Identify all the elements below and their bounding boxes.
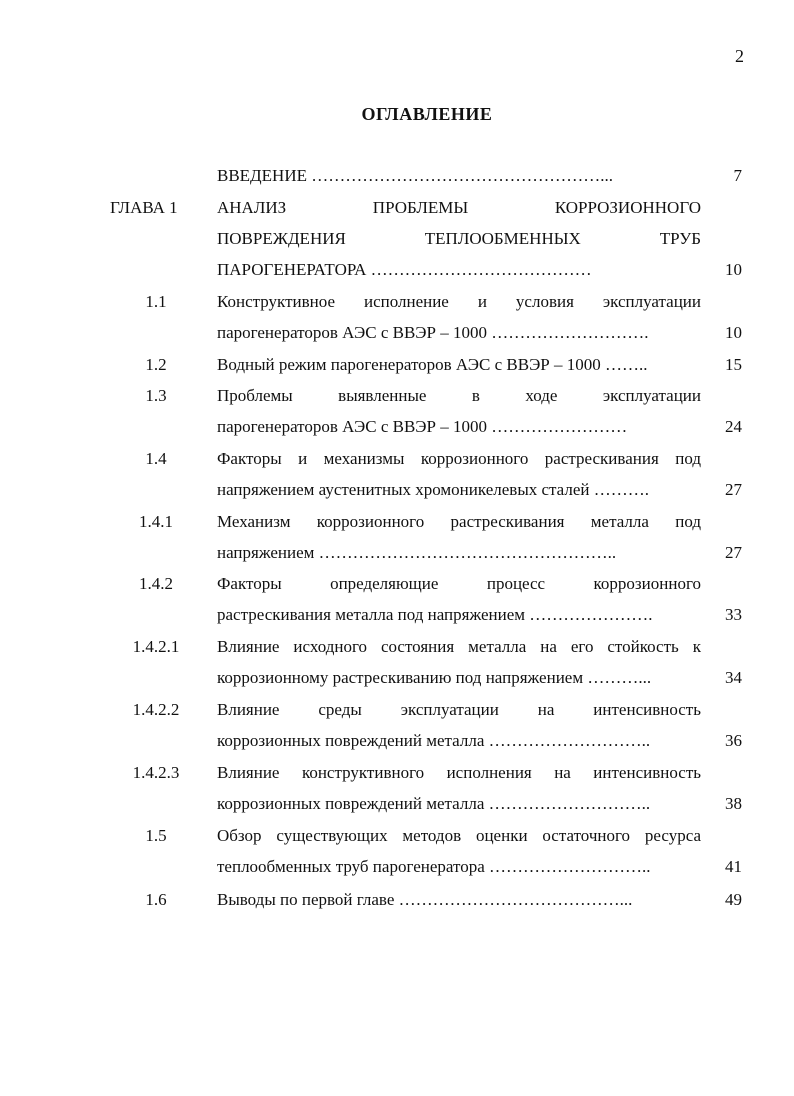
toc-entry-text: коррозионных повреждений металла ………………………..	[217, 731, 651, 750]
toc-title: ОГЛАВЛЕНИЕ	[361, 104, 493, 124]
toc-entry-page: 10	[725, 323, 742, 342]
toc-entry-page: 10	[725, 260, 742, 279]
toc-entry-text: Проблемы выявленные в ходе эксплуатации	[217, 386, 701, 405]
toc-entry-page: 27	[725, 543, 742, 562]
toc-entry-number: 1.4.2.3	[132, 763, 180, 782]
toc-entry-text: напряжением аустенитных хромоникелевых сталей ……….	[217, 480, 649, 499]
toc-entry-number: 1.1	[145, 292, 167, 311]
toc-entry-page: 24	[725, 417, 742, 436]
toc-entry-text: Влияние конструктивного исполнения на интенсивность	[217, 763, 701, 782]
toc-entry-number: 1.4.2.1	[132, 637, 180, 656]
toc-entry-text: Факторы и механизмы коррозионного растрескивания под	[217, 449, 701, 468]
toc-entry-number: 1.5	[145, 826, 167, 845]
toc-entry-page: 49	[725, 890, 742, 909]
toc-entry-text: Конструктивное исполнение и условия эксплуатации	[217, 292, 701, 311]
toc-entry-text: парогенераторов АЭС с ВВЭР – 1000 ……………………….	[217, 323, 649, 342]
toc-entry-text: теплообменных труб парогенератора ………………………..	[217, 857, 651, 876]
toc-entry-page: 15	[725, 355, 742, 374]
toc-entry-number: ГЛАВА 1	[110, 198, 178, 217]
toc-entry-number: 1.4.2.2	[132, 700, 180, 719]
toc-entry-page: 36	[725, 731, 742, 750]
toc-entry-text: ПОВРЕЖДЕНИЯ ТЕПЛООБМЕННЫХ ТРУБ	[217, 229, 701, 248]
toc-entry-number: 1.4	[145, 449, 167, 468]
toc-entry-text: Выводы по первой главе …………………………………...	[217, 890, 633, 909]
toc-entry-text: коррозионному растрескиванию под напряжением ………...	[217, 668, 652, 687]
toc-entry-number: 1.4.1	[139, 512, 173, 531]
toc-entry-page: 34	[725, 668, 742, 687]
toc-entry-text: коррозионных повреждений металла ………………………..	[217, 794, 651, 813]
toc-entry-number: 1.6	[145, 890, 167, 909]
toc-entry-text: Влияние исходного состояния металла на его стойкость к	[217, 637, 701, 656]
toc-entry-text: ВВЕДЕНИЕ ……………………………………………...	[217, 166, 613, 185]
toc-entry-text: напряжением ……………………………………………..	[217, 543, 617, 562]
toc-entry-page: 33	[725, 605, 742, 624]
toc-entry-page: 7	[733, 166, 742, 185]
toc-entry-page: 38	[725, 794, 742, 813]
page-number: 2	[735, 46, 744, 66]
toc-entry-text: парогенераторов АЭС с ВВЭР – 1000 ……………………	[217, 417, 628, 436]
toc-entry-text: Механизм коррозионного растрескивания металла под	[217, 512, 701, 531]
toc-entry-number: 1.2	[145, 355, 167, 374]
toc-entry-page: 41	[725, 857, 742, 876]
toc-entry-text: АНАЛИЗ ПРОБЛЕМЫ КОРРОЗИОННОГО	[217, 198, 701, 217]
toc-entry-text: растрескивания металла под напряжением ………………….	[217, 605, 653, 624]
toc-entry-text: Влияние среды эксплуатации на интенсивность	[217, 700, 701, 719]
toc-entry-number: 1.3	[145, 386, 167, 405]
toc-entry-page: 27	[725, 480, 742, 499]
toc-entry-text: ПАРОГЕНЕРАТОРА …………………………………	[217, 260, 592, 279]
toc-entry-number: 1.4.2	[139, 574, 173, 593]
toc-entry-text: Факторы определяющие процесс коррозионного	[217, 574, 701, 593]
toc-entry-text: Водный режим парогенераторов АЭС с ВВЭР – 1000 ……..	[217, 355, 648, 374]
toc-entry-text: Обзор существующих методов оценки остаточного ресурса	[217, 826, 701, 845]
